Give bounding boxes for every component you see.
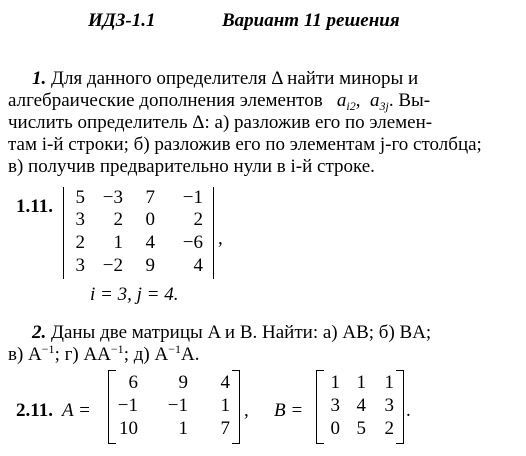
det-cell-r4c3: 9 xyxy=(145,255,155,276)
element-a3j: $a_{3j}$ xyxy=(370,90,389,113)
task1-number: 1. xyxy=(32,68,47,89)
determinant xyxy=(63,187,215,279)
matrix-a-cell-r2c3: 1 xyxy=(220,395,230,416)
matrix-b-cell-r3c2: 5 xyxy=(356,418,366,439)
det-cell-r1c4: −1 xyxy=(182,187,203,208)
problem-1-11-params: i = 3, j = 4. xyxy=(90,284,179,305)
matrix-b-cell-r2c1: 3 xyxy=(330,395,340,416)
matrix-a-cell-r3c3: 7 xyxy=(220,418,230,439)
doc-variant: Вариант 11 решения xyxy=(222,10,400,31)
task1-line2: алгебраические дополнения элементов $a_{i2}$, $a_{3j}$. Вы- xyxy=(8,90,431,113)
matrix-b-cell-r1c2: 1 xyxy=(356,372,366,393)
det-cell-r3c3: 4 xyxy=(145,232,155,253)
matrix-a-cell-r1c1: 6 xyxy=(128,372,138,393)
det-cell-r4c4: 4 xyxy=(193,255,203,276)
matrix-b-cell-r1c3: 1 xyxy=(384,372,394,393)
matrix-a-cell-r2c2: −1 xyxy=(167,395,188,416)
problem-1-11-label: 1.11. xyxy=(16,196,53,217)
matrix-b-cell-r3c3: 2 xyxy=(384,418,394,439)
task1-line1-text: Для данного определителя Δ найти миноры и xyxy=(51,68,419,89)
task2-line2: в) $A^{-1}$; г) $AA^{-1}$; д) $A^{-1}A$. xyxy=(8,342,200,365)
matrix-a-right-bracket xyxy=(232,370,240,444)
matrix-b-cell-r2c2: 4 xyxy=(356,395,366,416)
problem-2-11-label: 2.11. xyxy=(16,400,53,421)
matrix-b-cell-r2c3: 3 xyxy=(384,395,394,416)
det-cell-r3c4: −6 xyxy=(182,232,203,253)
det-cell-r2c1: 3 xyxy=(75,209,85,230)
matrix-a-cell-r3c2: 1 xyxy=(178,418,188,439)
matrix-end-period: . xyxy=(406,400,411,421)
det-cell-r3c2: 1 xyxy=(113,232,123,253)
matrix-b-cell-r3c1: 0 xyxy=(330,418,340,439)
element-ai2: $a_{i2}$ xyxy=(336,90,356,113)
matrix-a-cell-r1c2: 9 xyxy=(178,372,188,393)
task2-line1 xyxy=(32,322,431,343)
task1-line1 xyxy=(32,68,418,89)
det-cell-r2c2: 2 xyxy=(113,209,123,230)
det-cell-r1c3: 7 xyxy=(145,187,155,208)
matrix-a-cell-r2c1: −1 xyxy=(117,395,138,416)
matrix-a xyxy=(108,370,240,442)
det-cell-r2c3: 0 xyxy=(145,209,155,230)
matrix-a-cell-r1c3: 4 xyxy=(220,372,230,393)
task2-line1-text: Даны две матрицы A и B. Найти: а) AB; б) BA; xyxy=(51,322,432,343)
det-cell-r1c1: 5 xyxy=(75,187,85,208)
doc-code: ИДЗ-1.1 xyxy=(88,10,156,31)
det-cell-r1c2: −3 xyxy=(102,187,123,208)
task2-number: 2. xyxy=(32,322,47,343)
matrix-a-label: A = xyxy=(62,400,91,421)
det-trailing-comma: , xyxy=(218,228,223,249)
task1-line3: числить определитель Δ: а) разложив его по элемен- xyxy=(8,112,433,133)
task1-line2-text: алгебраические дополнения элементов xyxy=(8,90,323,111)
matrix-b-label: B = xyxy=(274,400,304,421)
task1-line4: там i-й строки; б) разложив его по элементам j-го столбца; xyxy=(8,134,482,155)
matrix-b-right-bracket xyxy=(396,370,404,444)
matrix-a-cell-r3c1: 10 xyxy=(119,418,138,439)
det-cell-r4c2: −2 xyxy=(102,255,123,276)
det-cell-r2c4: 2 xyxy=(193,209,203,230)
det-cell-r3c1: 2 xyxy=(75,232,85,253)
matrix-separator: , xyxy=(244,400,249,421)
matrix-b xyxy=(316,370,404,442)
matrix-b-cell-r1c1: 1 xyxy=(330,372,340,393)
det-cell-r4c1: 3 xyxy=(75,255,85,276)
task1-line5: в) получив предварительно нули в i-й строке. xyxy=(8,156,375,177)
det-right-bar xyxy=(213,187,214,279)
